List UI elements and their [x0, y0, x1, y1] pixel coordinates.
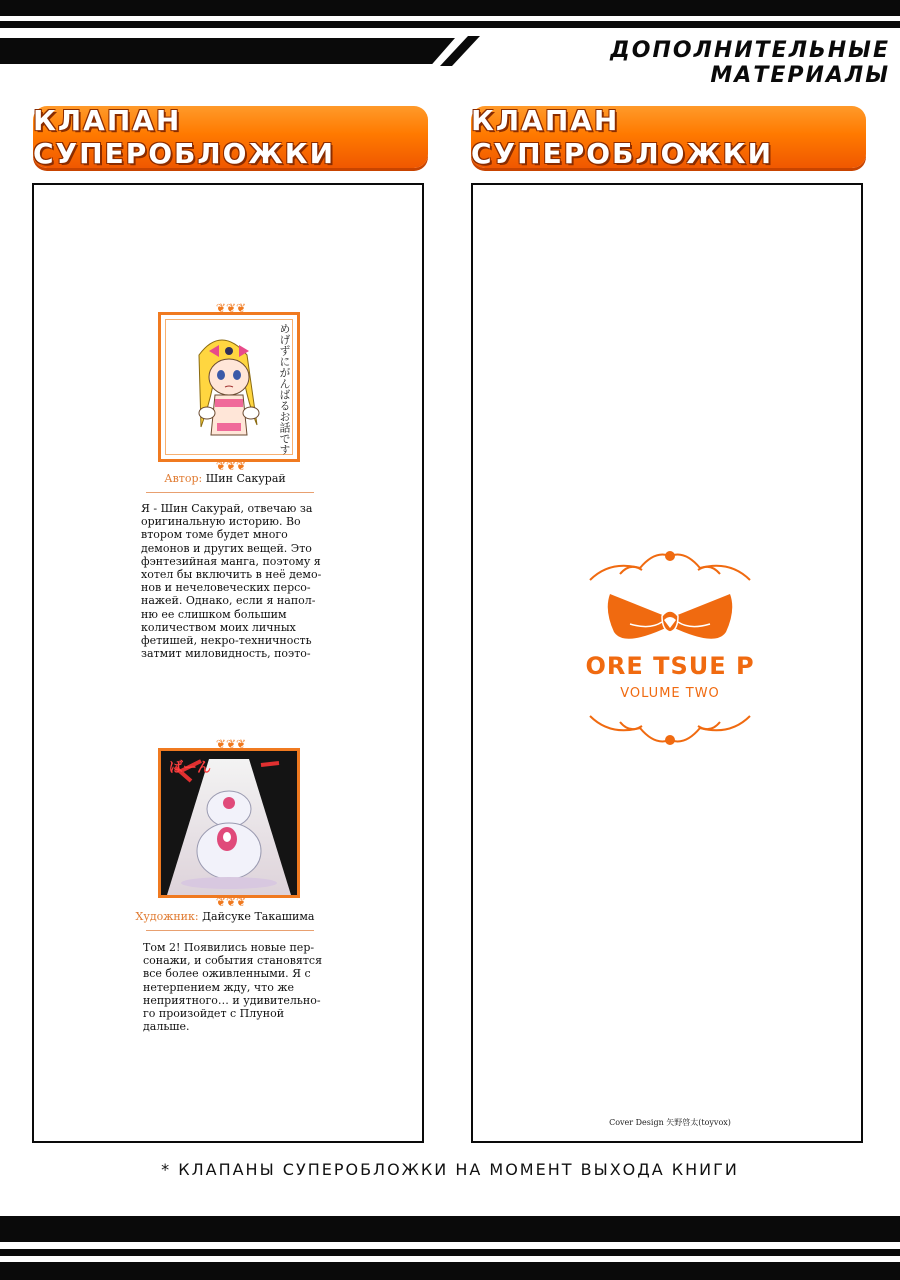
illustration-caption: めげずにがんばるお話です	[278, 323, 291, 455]
banner-right-label: КЛАПАН СУПЕРОБЛОЖКИ	[471, 104, 774, 170]
author-role: Автор:	[164, 472, 203, 485]
illustration-sfx: ばーん	[169, 760, 211, 776]
banner-left	[33, 106, 428, 168]
banner-right	[471, 106, 866, 168]
artist-comment: Том 2! Появились новые пер- сонажи, и события становятся все более оживленными. Я с нетерпением жду, что же неприятного… и удивительно- го произойдет с Плуной дальше.	[143, 941, 323, 1034]
ornament-icon: ❦❦❦	[215, 459, 247, 473]
logo-subtitle: VOLUME TWO	[620, 686, 720, 701]
ornament-icon: ❦❦❦	[215, 301, 247, 315]
header-bar-fill	[0, 38, 455, 64]
divider	[146, 492, 314, 493]
ornament-icon: ❦❦❦	[215, 737, 247, 751]
footnote: * КЛАПАНЫ СУПЕРОБЛОЖКИ НА МОМЕНТ ВЫХОДА КНИГИ	[161, 1160, 739, 1179]
author-comment: Я - Шин Сакурай, отвечаю за оригинальную историю. Во втором томе будет много демонов и других вещей. Это фэнтезийная манга, поэтому я хотел бы включить в неё демо- нов и нечеловеческих персо- нажей. Однако, если я напол- ню ее слишком большим количеством моих личных фетишей, некро-техничность затмит миловидность, поэто-	[141, 502, 322, 661]
bottom-stripe	[0, 1216, 900, 1242]
artist-name: Дайсуке Такашима	[202, 910, 315, 923]
top-stripe	[0, 0, 900, 16]
artist-illustration	[158, 737, 300, 909]
ornament-icon: ❦❦❦	[215, 895, 247, 909]
cover-credit: Cover Design 矢野啓太(toyvox)	[609, 1118, 731, 1127]
bottom-stripe-thin	[0, 1249, 900, 1256]
section-title: ДОПОЛНИТЕЛЬНЫЕ МАТЕРИАЛЫ	[610, 38, 890, 88]
artist-role: Художник:	[135, 910, 199, 923]
ore-tsue-p-logo	[580, 540, 760, 750]
artist-credit	[120, 910, 330, 923]
author-credit	[120, 472, 330, 485]
logo-title: ORE TSUE P	[585, 652, 755, 680]
top-stripe-thin	[0, 21, 900, 28]
divider	[146, 930, 314, 931]
banner-left-label: КЛАПАН СУПЕРОБЛОЖКИ	[33, 104, 336, 170]
author-name: Шин Сакурай	[205, 472, 286, 485]
bottom-stripe-base	[0, 1262, 900, 1280]
author-illustration	[158, 301, 300, 473]
